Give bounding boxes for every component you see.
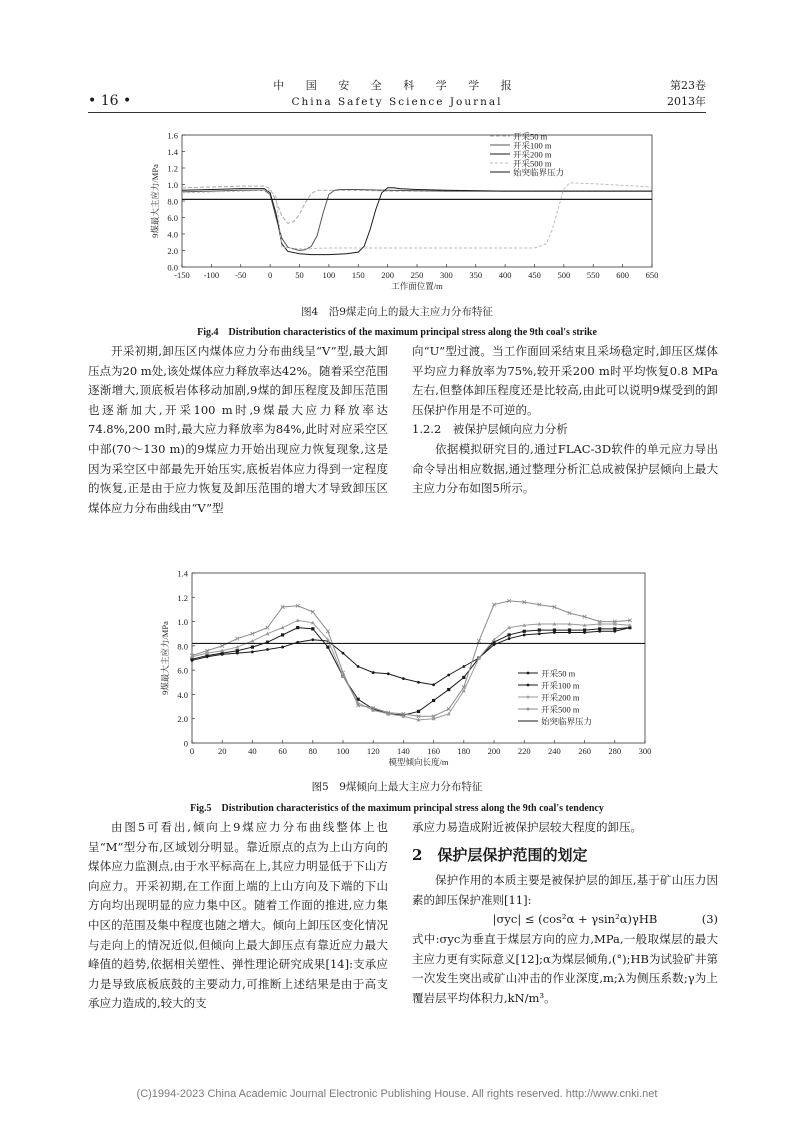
- y-tick-label: 4.0: [167, 229, 178, 240]
- plot-frame: [182, 135, 652, 267]
- x-tick-label: 300: [440, 270, 453, 280]
- page-number: • 16 •: [88, 93, 132, 109]
- series-line: [182, 186, 652, 223]
- x-tick-label: 350: [469, 270, 483, 280]
- section-title: 2 保护层保护范围的划定: [412, 845, 588, 864]
- y-axis-label: 9煤最大主应力/MPa: [160, 621, 170, 695]
- y-tick-label: 1.6: [167, 130, 178, 141]
- right-column-2: [412, 818, 718, 1008]
- data-point: [387, 672, 390, 675]
- x-tick-label: -50: [235, 270, 247, 280]
- data-point: [553, 628, 556, 631]
- data-point: [342, 652, 345, 655]
- x-tick-label: 0: [268, 270, 273, 280]
- data-point: [236, 649, 239, 652]
- data-point: [432, 699, 435, 702]
- volume-info: [667, 78, 706, 110]
- x-tick-label: 220: [517, 746, 531, 756]
- x-tick-label: 240: [548, 746, 561, 756]
- data-point: [251, 651, 254, 654]
- x-axis-label: 模型倾向长度/m: [388, 757, 449, 767]
- journal-title-cn: 中 国 安 全 科 学 学 报: [273, 79, 521, 92]
- data-point: [508, 633, 511, 636]
- header-rule: [88, 112, 706, 113]
- figure4-caption-cn: 图4 沿9煤走向上的最大主应力分布特征: [301, 306, 493, 318]
- y-tick-label: 0: [183, 738, 188, 749]
- formula-line: [412, 910, 718, 930]
- x-tick-label: 280: [608, 746, 622, 756]
- left-column-1: [88, 342, 388, 518]
- y-tick-label: 1.0: [167, 180, 178, 190]
- copyright-footer: (C)1994-2023 China Academic Journal Electronic Publishing House. All rights reserved. http://www.cnki.net: [136, 1088, 658, 1100]
- data-point: [538, 632, 541, 635]
- x-tick-label: 500: [557, 270, 571, 280]
- x-tick-label: 260: [578, 746, 591, 756]
- legend-label: 开采500 m: [541, 704, 580, 715]
- y-axis-label: 9煤最大主应力/MPa: [150, 164, 160, 238]
- data-point: [447, 674, 450, 677]
- legend-label: 开采100 m: [513, 140, 552, 151]
- series-line: [182, 188, 652, 255]
- data-point: [296, 626, 299, 629]
- y-tick-label: 2.0: [177, 714, 188, 725]
- x-tick-label: 550: [586, 270, 600, 280]
- x-tick-label: 200: [381, 270, 394, 280]
- data-point: [523, 630, 526, 633]
- data-point: [447, 707, 451, 711]
- legend-label: 开采100 m: [541, 680, 580, 691]
- legend-label: 开采200 m: [541, 692, 580, 703]
- series-line: [182, 189, 652, 250]
- data-point: [326, 645, 329, 648]
- data-point: [311, 627, 314, 630]
- data-point: [538, 628, 541, 631]
- x-tick-label: 40: [248, 746, 257, 756]
- data-point: [251, 645, 254, 648]
- data-point: [523, 634, 526, 637]
- y-tick-label: 4.0: [177, 689, 188, 700]
- journal-title-en: China Safety Science Journal: [291, 96, 503, 108]
- figure4-caption-en: Fig.4 Distribution characteristics of the maximum principal stress along the 9th coal's strike: [197, 327, 597, 338]
- figure5-caption-cn: 图5 9煤倾向上最大主应力分布特征: [311, 781, 483, 793]
- x-tick-label: 0: [189, 746, 195, 756]
- left-column-2: [88, 818, 388, 1014]
- data-point: [447, 688, 450, 691]
- paragraph: 保护作用的本质主要是被保护层的卸压,基于矿山压力因素的卸压保护准则[11]:: [412, 873, 718, 907]
- x-tick-label: 160: [427, 746, 440, 756]
- x-tick-label: 450: [528, 270, 541, 280]
- figure5-chart: [140, 568, 670, 770]
- x-tick-label: 100: [336, 746, 350, 756]
- subsection-title: 1.2.2 被保护层倾向应力分析: [412, 422, 568, 437]
- data-point: [508, 637, 511, 640]
- x-tick-label: 20: [217, 746, 227, 756]
- paragraph: 向“U”型过渡。当工作面回采结束且采场稳定时,卸压区煤体平均应力释放率为75%,较开采200 m时平均恢复0.8 MPa左右,但整体卸压程度还是比较高,由此可以说明9煤受到的卸压保护作用是不可逆的。: [412, 344, 718, 417]
- legend-label: 始突临界压力: [541, 716, 593, 727]
- data-point: [281, 646, 284, 649]
- x-tick-label: 250: [410, 270, 424, 280]
- legend-label: 始突临界压力: [513, 167, 565, 178]
- data-point: [583, 628, 586, 631]
- x-tick-label: 100: [322, 270, 336, 280]
- legend-label: 开采50 m: [541, 668, 576, 679]
- x-tick-label: -150: [174, 270, 190, 280]
- paragraph: 承应力易造成附近被保护层较大程度的卸压。: [412, 820, 642, 834]
- data-point: [462, 665, 465, 668]
- data-point: [281, 633, 284, 636]
- volume: 第23卷: [670, 79, 706, 92]
- y-tick-label: 1.2: [167, 163, 178, 174]
- legend-marker: [527, 684, 530, 687]
- data-point: [613, 627, 616, 630]
- y-tick-label: 0.0: [167, 262, 178, 273]
- x-tick-label: 180: [457, 746, 471, 756]
- paragraph: 依据模拟研究目的,通过FLAC-3D软件的单元应力导出命令导出相应数据,通过整理分析汇总成被保护层倾向上最大主应力分布如图5所示。: [412, 441, 718, 496]
- x-tick-label: 120: [366, 746, 380, 756]
- legend-label: 开采500 m: [513, 158, 552, 169]
- paragraph: 由图5可看出,倾向上9煤应力分布曲线整体上也呈“M”型分布,区域划分明显。靠近原点的点为上山方向的煤体应力监测点,由于水平标高在上,其应力明显低于下山方向应力。开采初期,在工作面上端的上山方向及下端的下山方向均出现明显的应力集中区。随着工作面的推进,应力集中区的范围及集中程度也随之增大。倾向上卸压区变化情况与走向上的情况近似,但倾向上最大卸压点有靠近应力最大峰值的趋势,依据相关塑性、弹性理论研究成果[14]:支承应力是导致底板底鼓的主要动力,可推断上述结果是由于高支承应力造成的,较大的支: [88, 820, 388, 1011]
- formula-number: (3): [701, 912, 718, 927]
- series-line: [182, 183, 652, 249]
- data-point: [432, 683, 435, 686]
- figure4-chart: [140, 125, 660, 295]
- legend-label: 开采200 m: [513, 149, 552, 160]
- y-tick-label: 1.4: [177, 568, 188, 579]
- y-tick-label: 1.0: [177, 617, 188, 628]
- data-point: [311, 638, 314, 641]
- x-tick-label: 400: [498, 270, 512, 280]
- data-point: [417, 681, 420, 684]
- y-tick-label: 8.0: [167, 196, 178, 207]
- data-point: [266, 648, 269, 651]
- y-tick-label: 6.0: [167, 213, 178, 223]
- x-tick-label: -100: [203, 270, 220, 280]
- data-point: [598, 627, 601, 630]
- y-tick-label: 1.2: [177, 592, 188, 603]
- x-tick-label: 80: [308, 746, 318, 756]
- data-point: [417, 710, 420, 713]
- right-column-1: [412, 342, 718, 499]
- legend-marker: [527, 696, 530, 699]
- data-point: [357, 665, 360, 668]
- paragraph: 式中:σyc为垂直于煤层方向的应力,MPa,一般取煤层的最大主应力更有实际意义[12];α为煤层倾角,(°);HB为试验矿井第一次发生突出或矿山冲击的作业深度,m;λ为侧压系数;γ为上覆岩层平均体积力,kN/m³。: [412, 931, 718, 1005]
- y-tick-label: 2.0: [167, 246, 178, 256]
- y-tick-label: 8.0: [177, 641, 188, 652]
- data-point: [372, 671, 375, 674]
- x-tick-label: 50: [295, 270, 304, 280]
- legend-label: 开采50 m: [513, 131, 548, 142]
- x-tick-label: 150: [351, 270, 365, 280]
- data-point: [402, 677, 405, 680]
- legend-marker: [527, 672, 530, 675]
- data-point: [568, 628, 571, 631]
- x-tick-label: 60: [278, 746, 287, 756]
- x-axis-label: 工作面位置/m: [391, 281, 443, 291]
- paragraph: 开采初期,卸压区内煤体应力分布曲线呈“V”型,最大卸压点为20 m处,该处煤体应力释放率达42%。随着采空范围逐渐增大,顶底板岩体移动加剧,9煤的卸压程度及卸压范围也逐渐加大,开采100 m时,9煤最大应力释放率达74.8%,200 m时,最大应力释放率为84%,此时对应采空区中部(70～130 m)的9煤应力开始出现应力恢复现象,这是因为采空区中部最先开始压实,底板岩体应力得到一定程度的恢复,正是由于应力恢复及卸压范围的增大才导致卸压区煤体应力分布曲线由“V”型: [88, 344, 388, 515]
- formula: |σyc| ≤ (cos²α + γsin²α)γHB: [492, 912, 658, 927]
- legend-marker: [527, 708, 530, 711]
- data-point: [462, 676, 465, 679]
- y-tick-label: 1.4: [167, 147, 178, 157]
- x-tick-label: 300: [638, 746, 652, 756]
- x-tick-label: 650: [645, 270, 659, 280]
- x-tick-label: 140: [397, 746, 410, 756]
- figure5-caption-en: Fig.5 Distribution characteristics of the maximum principal stress along the 9th coal's tendency: [190, 803, 604, 814]
- x-tick-label: 200: [487, 746, 501, 756]
- year: 2013年: [667, 95, 706, 108]
- y-tick-label: 6.0: [177, 665, 188, 676]
- x-tick-label: 600: [616, 270, 629, 280]
